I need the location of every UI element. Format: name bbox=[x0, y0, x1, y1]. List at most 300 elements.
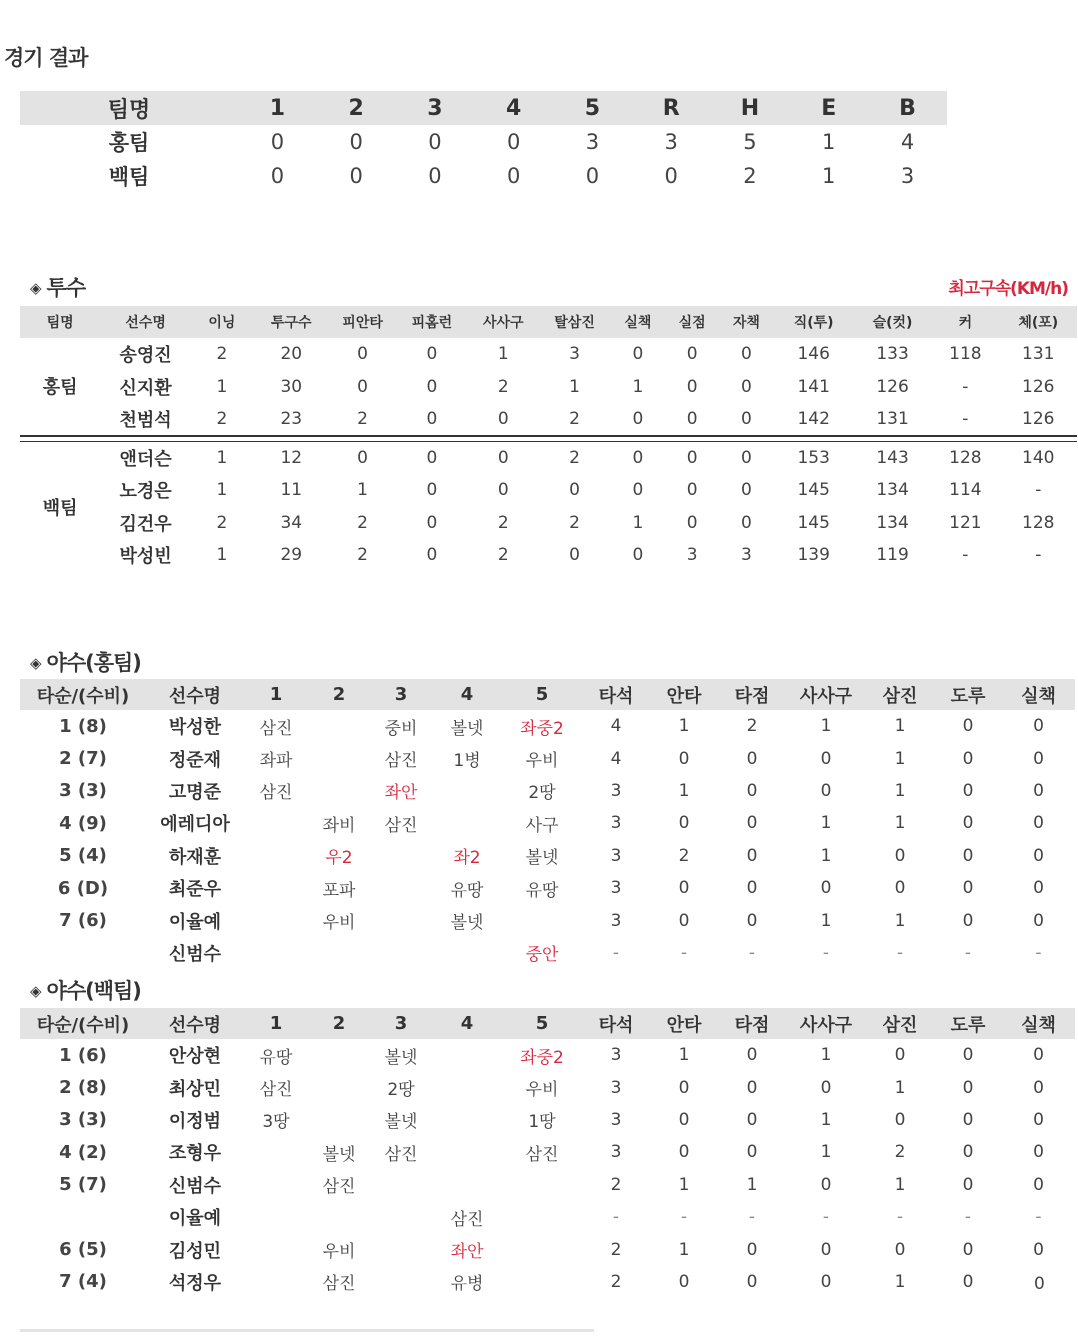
stat-cell: 0 bbox=[686, 448, 698, 468]
stat-cell: 0 bbox=[962, 1174, 974, 1195]
stat-cell: 126 bbox=[876, 376, 909, 397]
stat-cell: 0 bbox=[962, 1239, 974, 1260]
inning-result: 좌파 bbox=[259, 751, 293, 772]
score-cell: 3 bbox=[585, 130, 600, 154]
score-cell: 0 bbox=[270, 164, 285, 188]
inning-result bbox=[502, 1233, 582, 1265]
batting-order: 3 (3) bbox=[59, 780, 107, 802]
inning-result: 삼진 bbox=[322, 1177, 356, 1198]
stat-cell: 0 bbox=[686, 480, 698, 501]
score-cell: 5 bbox=[743, 130, 757, 154]
stat-cell: 1 bbox=[216, 448, 228, 468]
stat-cell: 4 bbox=[610, 748, 622, 769]
stat-cell: 0 bbox=[1033, 1109, 1044, 1130]
stat-cell: 0 bbox=[497, 408, 509, 429]
stat-cell: 0 bbox=[740, 376, 752, 397]
stat-cell: - bbox=[1035, 545, 1042, 566]
inning-result: 좌중2 bbox=[520, 1047, 564, 1068]
score-cell: 3 bbox=[664, 130, 678, 154]
max-speed-note: 최고구속(KM/h) bbox=[948, 279, 1068, 299]
stat-cell: 0 bbox=[1033, 878, 1044, 899]
divider bbox=[20, 1329, 594, 1332]
stat-cell: 1 bbox=[216, 376, 228, 397]
inning-result: 3땅 bbox=[262, 1112, 290, 1133]
stat-cell: 2 bbox=[497, 376, 509, 397]
inning-result bbox=[370, 872, 432, 904]
inning-result: 우비 bbox=[322, 1242, 356, 1263]
column-header: 안타 bbox=[650, 679, 718, 710]
stat-cell: 3 bbox=[610, 878, 622, 899]
stat-cell: - bbox=[1035, 942, 1042, 963]
stat-cell: 121 bbox=[949, 512, 982, 533]
stat-cell: - bbox=[748, 942, 756, 963]
column-header: 실점 bbox=[665, 306, 719, 338]
home-batters-section-title bbox=[30, 647, 141, 677]
stat-cell: 12 bbox=[280, 448, 303, 468]
stat-cell: 1 bbox=[678, 1174, 690, 1195]
stat-cell: 3 bbox=[610, 813, 622, 834]
inning-result: 삼진 bbox=[384, 1144, 418, 1165]
stat-cell: 1 bbox=[820, 716, 832, 737]
score-cell: 1 bbox=[822, 164, 836, 188]
column-header: 2 bbox=[308, 1008, 370, 1039]
player-name: 에레디아 bbox=[160, 814, 230, 836]
home-batters-table bbox=[20, 679, 1075, 969]
stat-cell: 0 bbox=[962, 748, 974, 769]
pitchers-table bbox=[20, 306, 1077, 572]
team-name: 백팀 bbox=[108, 165, 150, 189]
home-batters-header-row bbox=[20, 679, 1075, 710]
stat-cell: 0 bbox=[746, 1142, 758, 1163]
table-row bbox=[20, 474, 1077, 507]
table-row bbox=[20, 1201, 1075, 1233]
inning-result: 삼진 bbox=[259, 1080, 293, 1101]
inning-result bbox=[244, 1266, 308, 1298]
stat-cell: 0 bbox=[497, 480, 509, 501]
inning-result: 1병 bbox=[453, 751, 481, 772]
inning-result bbox=[308, 742, 370, 774]
stat-cell: 0 bbox=[962, 780, 974, 801]
stat-cell: 1 bbox=[894, 1077, 906, 1098]
table-row bbox=[20, 1071, 1075, 1103]
stat-cell: 0 bbox=[686, 376, 698, 397]
column-header: 1 bbox=[238, 91, 317, 125]
stat-cell: 0 bbox=[632, 480, 644, 501]
stat-cell: 134 bbox=[876, 512, 909, 533]
column-header: 사사구 bbox=[786, 1008, 866, 1039]
stat-cell: 0 bbox=[962, 716, 974, 737]
inning-result bbox=[244, 1233, 308, 1265]
stat-cell: 0 bbox=[678, 1109, 690, 1130]
stat-cell: - bbox=[1035, 480, 1042, 501]
stat-cell: 128 bbox=[949, 448, 982, 468]
table-row bbox=[20, 338, 1077, 371]
stat-cell: 0 bbox=[1033, 780, 1044, 801]
stat-cell: 2 bbox=[357, 408, 368, 429]
table-row bbox=[20, 1104, 1075, 1136]
inning-result: 삼진 bbox=[450, 1209, 484, 1230]
stat-cell: 141 bbox=[797, 376, 830, 397]
column-header: R bbox=[632, 91, 711, 125]
page-title: 경기 결과 bbox=[4, 46, 88, 70]
column-header: 실책 bbox=[611, 306, 665, 338]
inning-result bbox=[244, 840, 308, 872]
stat-cell: 0 bbox=[740, 408, 752, 429]
batting-order: 6 (D) bbox=[57, 877, 109, 899]
batting-order bbox=[20, 937, 146, 969]
inning-result bbox=[308, 1104, 370, 1136]
stat-cell: - bbox=[680, 1207, 688, 1228]
column-header: 팀명 bbox=[20, 91, 238, 125]
inning-result bbox=[432, 937, 502, 969]
score-cell: 3 bbox=[900, 164, 915, 188]
stat-cell: 0 bbox=[632, 448, 644, 468]
stat-cell: 0 bbox=[740, 480, 752, 501]
inning-result: 볼넷 bbox=[384, 1047, 418, 1068]
inning-result bbox=[370, 1169, 432, 1201]
stat-cell: - bbox=[964, 942, 972, 963]
stat-cell: 0 bbox=[678, 1271, 690, 1292]
inning-result: 삼진 bbox=[259, 783, 293, 804]
table-row bbox=[20, 1266, 1075, 1298]
stat-cell: 2 bbox=[610, 1271, 622, 1292]
stat-cell: 2 bbox=[357, 512, 368, 533]
stat-cell: 0 bbox=[746, 748, 758, 769]
table-row bbox=[20, 904, 1075, 936]
player-name: 최준우 bbox=[168, 879, 222, 901]
player-name: 천범석 bbox=[119, 409, 172, 431]
stat-cell: 3 bbox=[740, 545, 752, 566]
scoreboard-header-row bbox=[20, 91, 947, 125]
inning-result: 볼넷 bbox=[322, 1144, 356, 1165]
stat-cell: 3 bbox=[610, 1109, 622, 1130]
stat-cell: 145 bbox=[797, 512, 830, 533]
stat-cell: 0 bbox=[746, 910, 758, 931]
inning-result bbox=[308, 775, 370, 807]
inning-result: 2땅 bbox=[528, 783, 556, 804]
stat-cell: 0 bbox=[357, 344, 368, 365]
home-batters-section-label: 야수(홍팀) bbox=[46, 651, 141, 675]
inning-result bbox=[308, 937, 370, 969]
stat-cell: 0 bbox=[632, 408, 644, 429]
batting-order: 3 (3) bbox=[59, 1109, 107, 1131]
stat-cell: 3 bbox=[610, 780, 622, 801]
stat-cell: 0 bbox=[678, 1142, 690, 1163]
stat-cell: 114 bbox=[949, 480, 982, 501]
inning-result bbox=[244, 807, 308, 839]
player-name: 노경은 bbox=[119, 481, 172, 503]
inning-result bbox=[308, 710, 370, 742]
stat-cell: 0 bbox=[426, 512, 438, 533]
stat-cell: 1 bbox=[894, 716, 906, 737]
stat-cell: 0 bbox=[820, 1271, 832, 1292]
table-row bbox=[20, 539, 1077, 572]
inning-result: 볼넷 bbox=[384, 1112, 418, 1133]
stat-cell: 0 bbox=[962, 1271, 974, 1292]
stat-cell: 11 bbox=[280, 480, 303, 501]
inning-result: 좌안 bbox=[384, 783, 418, 804]
column-header: 5 bbox=[553, 91, 632, 125]
column-header: 탈삼진 bbox=[538, 306, 610, 338]
player-name: 신지환 bbox=[119, 377, 172, 399]
stat-cell: 0 bbox=[678, 813, 690, 834]
inning-result: 유병 bbox=[450, 1274, 484, 1295]
diamond-icon: ◈ bbox=[30, 279, 41, 297]
stat-cell: 0 bbox=[894, 1239, 906, 1260]
batting-order: 2 (8) bbox=[59, 1077, 107, 1099]
stat-cell: 2 bbox=[497, 545, 509, 566]
stat-cell: 1 bbox=[820, 1045, 832, 1066]
inning-result: 볼넷 bbox=[525, 848, 559, 869]
stat-cell: 1 bbox=[632, 376, 644, 397]
team-name: 백팀 bbox=[42, 497, 78, 519]
stat-cell: 29 bbox=[280, 545, 303, 566]
score-cell: 2 bbox=[743, 164, 757, 188]
inning-result: 중안 bbox=[525, 945, 559, 966]
stat-cell: 3 bbox=[610, 910, 622, 931]
stat-cell: 0 bbox=[426, 344, 438, 365]
batting-order: 7 (6) bbox=[59, 910, 107, 932]
stat-cell: - bbox=[896, 1207, 904, 1228]
column-header: 선수명 bbox=[146, 679, 244, 710]
stat-cell: 1 bbox=[357, 480, 368, 501]
batting-order: 2 (7) bbox=[59, 748, 107, 770]
batting-order: 7 (4) bbox=[59, 1271, 107, 1293]
player-name: 석정우 bbox=[168, 1272, 222, 1294]
player-name: 이정범 bbox=[168, 1110, 222, 1132]
inning-result: 삼진 bbox=[259, 718, 293, 739]
inning-result: 볼넷 bbox=[450, 718, 484, 739]
table-row bbox=[20, 125, 947, 159]
column-header: 도루 bbox=[934, 1008, 1002, 1039]
stat-cell: 0 bbox=[357, 376, 368, 397]
column-header: 4 bbox=[432, 679, 502, 710]
stat-cell: 1 bbox=[746, 1174, 758, 1195]
stat-cell: 2 bbox=[497, 512, 509, 533]
column-header: 3 bbox=[370, 679, 432, 710]
column-header: 타점 bbox=[718, 1008, 786, 1039]
stat-cell: 1 bbox=[632, 512, 644, 533]
stat-cell: 1 bbox=[894, 1174, 906, 1195]
stat-cell: 126 bbox=[1022, 408, 1055, 429]
stat-cell: 142 bbox=[797, 408, 830, 429]
table-row bbox=[20, 371, 1077, 404]
stat-cell: 0 bbox=[1033, 845, 1044, 866]
inning-result bbox=[244, 1169, 308, 1201]
stat-cell: 0 bbox=[1033, 1045, 1044, 1066]
stat-cell: 1 bbox=[678, 1239, 690, 1260]
stat-cell: 0 bbox=[686, 512, 698, 533]
stat-cell: 2 bbox=[216, 408, 228, 429]
inning-result: 유땅 bbox=[450, 880, 484, 901]
inning-result bbox=[432, 1136, 502, 1168]
stat-cell: 146 bbox=[797, 344, 830, 365]
stat-cell: 0 bbox=[426, 408, 438, 429]
batting-order: 1 (8) bbox=[59, 715, 107, 737]
player-name: 송영진 bbox=[119, 345, 172, 367]
player-name: 박성빈 bbox=[119, 546, 172, 568]
stat-cell: 1 bbox=[497, 344, 509, 365]
diamond-icon: ◈ bbox=[30, 654, 41, 672]
stat-cell: 3 bbox=[686, 545, 698, 566]
stat-cell: 0 bbox=[746, 1239, 758, 1260]
stat-cell: 0 bbox=[740, 344, 752, 365]
inning-result bbox=[370, 937, 432, 969]
stat-cell: 4 bbox=[610, 716, 622, 737]
stat-cell: - bbox=[680, 942, 688, 963]
stat-cell: 1 bbox=[216, 545, 228, 566]
inning-result bbox=[308, 1071, 370, 1103]
score-cell: 1 bbox=[822, 130, 836, 154]
stat-cell: 131 bbox=[876, 408, 909, 429]
stat-cell: 0 bbox=[632, 545, 644, 566]
inning-result: 좌안 bbox=[450, 1242, 484, 1263]
table-row bbox=[20, 1169, 1075, 1201]
column-header: 실책 bbox=[1002, 679, 1075, 710]
inning-result bbox=[502, 1169, 582, 1201]
stat-cell: 0 bbox=[1033, 716, 1044, 737]
player-name: 이율예 bbox=[168, 911, 222, 933]
stat-cell: 0 bbox=[962, 1142, 974, 1163]
scoreboard-table bbox=[20, 91, 947, 193]
inning-result bbox=[432, 1071, 502, 1103]
away-batters-header-row bbox=[20, 1008, 1075, 1039]
stat-cell: 131 bbox=[1022, 344, 1055, 365]
column-header: 직(투) bbox=[773, 306, 853, 338]
stat-cell: 3 bbox=[610, 1077, 622, 1098]
stat-cell: 2 bbox=[610, 1174, 622, 1195]
stat-cell: 0 bbox=[746, 1077, 758, 1098]
inning-result: 좌2 bbox=[453, 848, 481, 869]
inning-result: 사구 bbox=[525, 815, 559, 836]
stat-cell: 0 bbox=[820, 1239, 832, 1260]
stat-cell: 0 bbox=[632, 344, 644, 365]
column-header: 슬(컷) bbox=[854, 306, 931, 338]
column-header: 3 bbox=[370, 1008, 432, 1039]
batting-order: 4 (2) bbox=[59, 1141, 107, 1163]
stat-cell: 0 bbox=[1033, 748, 1044, 769]
stat-cell: 1 bbox=[216, 480, 228, 501]
player-name: 김건우 bbox=[119, 513, 172, 535]
inning-result bbox=[502, 904, 582, 936]
table-row bbox=[20, 507, 1077, 540]
stat-cell: 2 bbox=[746, 716, 758, 737]
stat-cell: 0 bbox=[1033, 1142, 1044, 1163]
inning-result: 삼진 bbox=[322, 1274, 356, 1295]
column-header: 선수명 bbox=[146, 1008, 244, 1039]
stat-cell: 3 bbox=[569, 344, 580, 365]
stat-cell: 0 bbox=[894, 1045, 906, 1066]
stat-cell: - bbox=[612, 942, 620, 963]
stat-cell: 0 bbox=[820, 748, 832, 769]
stat-cell: 2 bbox=[569, 448, 580, 468]
inning-result bbox=[502, 1266, 582, 1298]
stat-cell: - bbox=[896, 942, 904, 963]
stat-cell: 0 bbox=[894, 878, 906, 899]
stat-cell: 0 bbox=[740, 448, 752, 468]
column-header: 자책 bbox=[719, 306, 773, 338]
column-header: 삼진 bbox=[866, 1008, 934, 1039]
team-name: 홍팀 bbox=[108, 131, 150, 155]
stat-cell: 0 bbox=[569, 545, 580, 566]
stat-cell: 2 bbox=[569, 512, 580, 533]
stat-cell: - bbox=[962, 376, 969, 397]
inning-result bbox=[244, 1201, 308, 1233]
column-header: H bbox=[711, 91, 790, 125]
table-row bbox=[20, 742, 1075, 774]
stat-cell: 0 bbox=[746, 845, 758, 866]
inning-result: 좌비 bbox=[322, 815, 356, 836]
inning-result: 삼진 bbox=[525, 1144, 559, 1165]
stat-cell: 2 bbox=[216, 512, 228, 533]
column-header: 사사구 bbox=[786, 679, 866, 710]
away-batters-section-label: 야수(백팀) bbox=[46, 979, 141, 1003]
stat-cell: 139 bbox=[797, 545, 830, 566]
column-header: 1 bbox=[244, 1008, 308, 1039]
column-header: 피홈런 bbox=[396, 306, 468, 338]
table-row bbox=[20, 807, 1075, 839]
player-name: 앤더슨 bbox=[119, 449, 172, 470]
inning-result: 우2 bbox=[325, 848, 353, 869]
inning-result bbox=[432, 1104, 502, 1136]
stat-cell: 0 bbox=[686, 344, 698, 365]
stat-cell: 0 bbox=[820, 780, 832, 801]
column-header: 도루 bbox=[934, 679, 1002, 710]
column-header: 체(포) bbox=[1000, 306, 1077, 338]
inning-result: 좌중2 bbox=[520, 718, 564, 739]
stat-cell: 3 bbox=[610, 845, 622, 866]
stat-cell: 0 bbox=[746, 780, 758, 801]
stat-cell: 1 bbox=[894, 780, 906, 801]
stat-cell: 0 bbox=[962, 878, 974, 899]
inning-result bbox=[432, 1039, 502, 1071]
score-cell: 0 bbox=[506, 130, 521, 154]
inning-result: 포파 bbox=[322, 880, 356, 901]
inning-result: 우비 bbox=[525, 1080, 559, 1101]
player-name: 신범수 bbox=[168, 943, 222, 965]
stat-cell: 20 bbox=[280, 344, 303, 365]
stat-cell: 0 bbox=[746, 1109, 758, 1130]
score-cell: 0 bbox=[349, 164, 363, 188]
inning-result bbox=[244, 937, 308, 969]
stat-cell: 0 bbox=[686, 408, 698, 429]
stat-cell: 1 bbox=[894, 813, 906, 834]
stat-cell: 0 bbox=[746, 813, 758, 834]
batting-order bbox=[20, 1201, 146, 1233]
stat-cell: 1 bbox=[894, 748, 906, 769]
inning-result: 우비 bbox=[322, 913, 356, 934]
stat-cell: - bbox=[822, 1207, 830, 1228]
inning-result bbox=[244, 1136, 308, 1168]
table-row bbox=[20, 840, 1075, 872]
player-name: 정준재 bbox=[168, 749, 222, 771]
player-name: 김성민 bbox=[168, 1240, 222, 1262]
column-header: 삼진 bbox=[866, 679, 934, 710]
inning-result bbox=[370, 904, 432, 936]
stat-cell: 0 bbox=[426, 480, 438, 501]
column-header: 5 bbox=[502, 1008, 582, 1039]
stat-cell: 2 bbox=[216, 344, 228, 365]
inning-result: 중비 bbox=[384, 718, 418, 739]
stat-cell: 0 bbox=[820, 878, 832, 899]
column-header: 2 bbox=[308, 679, 370, 710]
player-name: 이율예 bbox=[168, 1208, 222, 1230]
stat-cell: 2 bbox=[610, 1239, 622, 1260]
batting-order: 5 (7) bbox=[59, 1174, 107, 1196]
player-name: 고명준 bbox=[168, 781, 222, 803]
stat-cell: 0 bbox=[357, 448, 368, 468]
score-cell: 0 bbox=[506, 164, 521, 188]
